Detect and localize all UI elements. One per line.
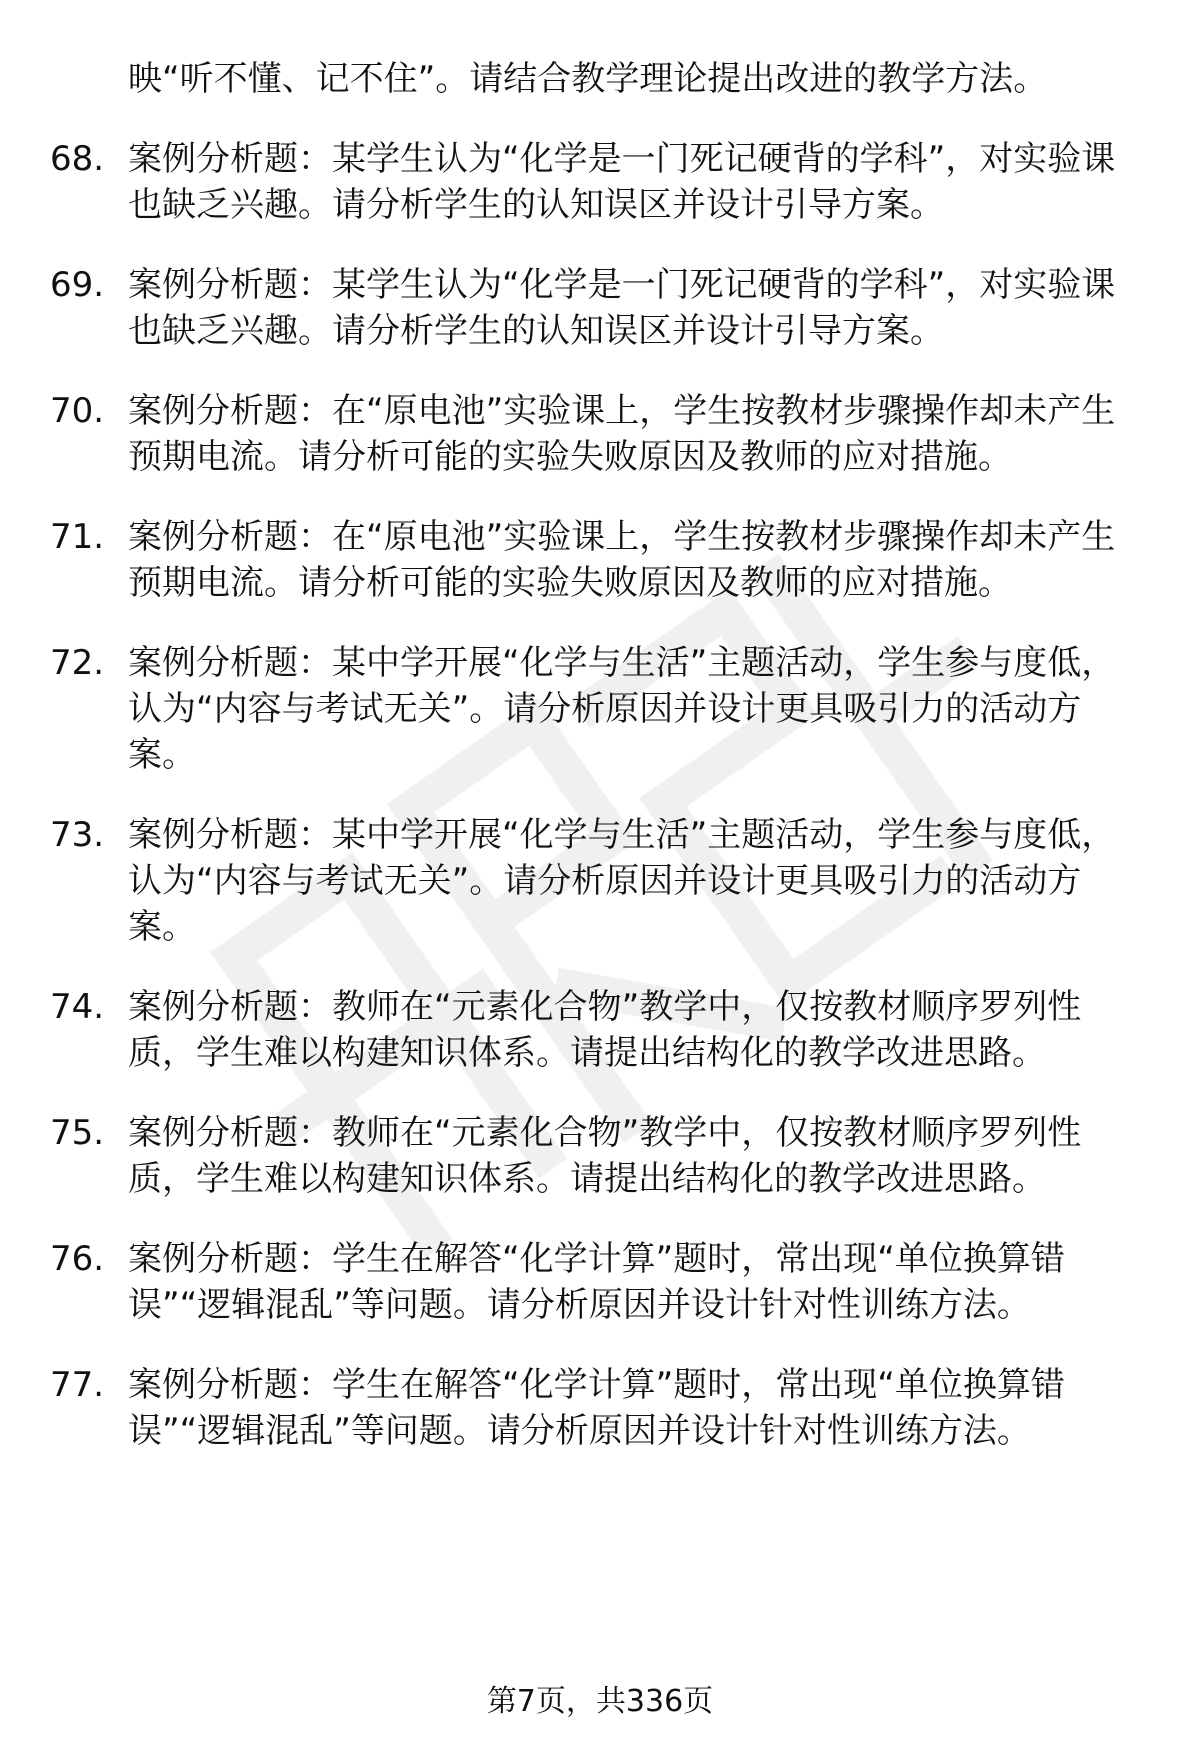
question-text: 案例分析题：学生在解答“化学计算”题时，常出现“单位换算错误”“逻辑混乱”等问题。请分析原因并设计针对性训练方法。	[128, 1365, 1065, 1451]
list-item	[50, 1362, 1140, 1454]
list-item	[50, 136, 1140, 228]
question-text: 案例分析题：某学生认为“化学是一门死记硬背的学科”，对实验课也缺乏兴趣。请分析学生的认知误区并设计引导方案。	[128, 265, 1116, 351]
list-item	[50, 1236, 1140, 1328]
continued-text: 映“听不懂、记不住”。请结合教学理论提出改进的教学方法。	[128, 59, 1048, 99]
question-text: 案例分析题：某中学开展“化学与生活”主题活动，学生参与度低，认为“内容与考试无关”。请分析原因并设计更具吸引力的活动方案。	[128, 643, 1116, 775]
question-number: 72.	[50, 643, 105, 683]
list-item	[50, 514, 1140, 606]
question-number: 68.	[50, 139, 105, 179]
question-text: 案例分析题：教师在“元素化合物”教学中，仅按教材顺序罗列性质，学生难以构建知识体系。请提出结构化的教学改进思路。	[128, 1113, 1082, 1199]
page-number-footer: 第7页，共336页	[486, 1684, 714, 1719]
question-number: 73.	[50, 815, 105, 855]
question-number: 69.	[50, 265, 105, 305]
question-list	[50, 56, 1140, 1488]
list-item	[50, 812, 1140, 950]
question-number: 76.	[50, 1239, 105, 1279]
question-number: 70.	[50, 391, 105, 431]
question-text: 案例分析题：某中学开展“化学与生活”主题活动，学生参与度低，认为“内容与考试无关”。请分析原因并设计更具吸引力的活动方案。	[128, 815, 1116, 947]
question-number: 71.	[50, 517, 105, 557]
question-number: 77.	[50, 1365, 105, 1405]
list-item	[50, 388, 1140, 480]
question-number: 74.	[50, 987, 105, 1027]
question-number: 75.	[50, 1113, 105, 1153]
question-text: 案例分析题：在“原电池”实验课上，学生按教材步骤操作却未产生预期电流。请分析可能的实验失败原因及教师的应对措施。	[128, 517, 1116, 603]
list-item	[50, 262, 1140, 354]
list-item	[50, 984, 1140, 1076]
list-item	[50, 1110, 1140, 1202]
question-text: 案例分析题：教师在“元素化合物”教学中，仅按教材顺序罗列性质，学生难以构建知识体系。请提出结构化的教学改进思路。	[128, 987, 1082, 1073]
list-item	[50, 640, 1140, 778]
question-text: 案例分析题：学生在解答“化学计算”题时，常出现“单位换算错误”“逻辑混乱”等问题。请分析原因并设计针对性训练方法。	[128, 1239, 1065, 1325]
question-text: 案例分析题：在“原电池”实验课上，学生按教材步骤操作却未产生预期电流。请分析可能的实验失败原因及教师的应对措施。	[128, 391, 1116, 477]
question-text: 案例分析题：某学生认为“化学是一门死记硬背的学科”，对实验课也缺乏兴趣。请分析学生的认知误区并设计引导方案。	[128, 139, 1116, 225]
